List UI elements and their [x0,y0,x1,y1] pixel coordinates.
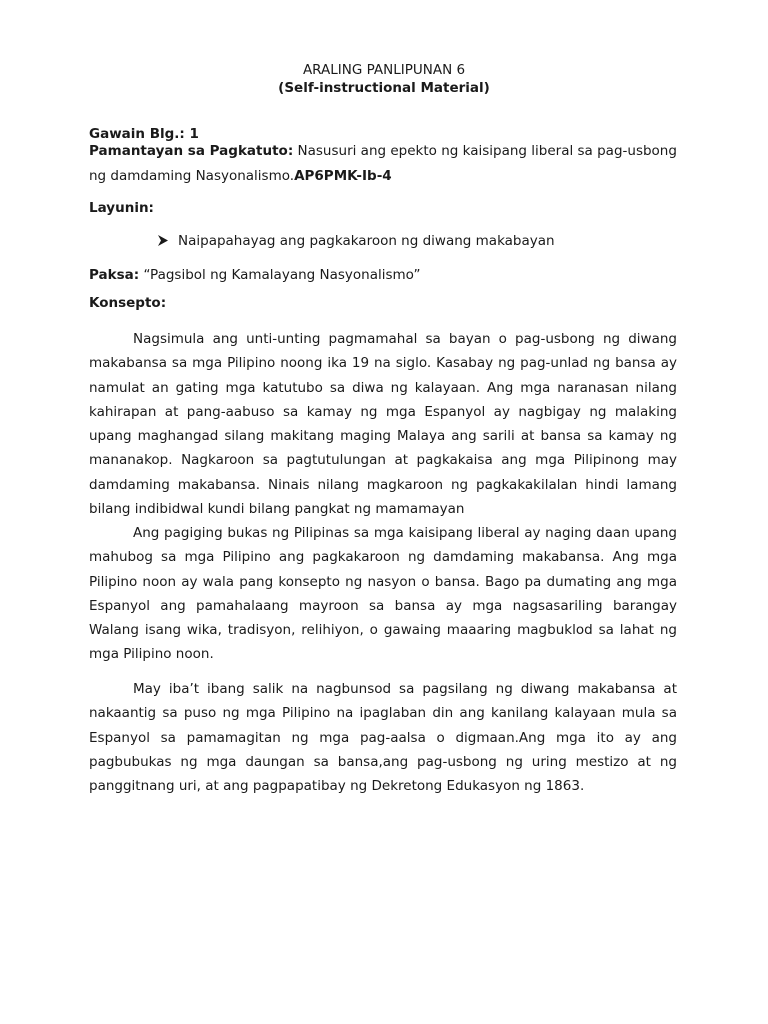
paragraph-line: Ang pagiging bukas ng Pilipinas sa mga kaisipang liberal ay naging daan upang [133,525,677,541]
paragraph-line: mananakop. Nagkaroon sa pagtutulungan at pagkakaisa ang mga Pilipinong may [89,452,677,469]
paksa-line [89,265,420,285]
paragraph-line: bilang indibidwal kundi bilang pangkat ng mamamayan [89,501,465,518]
konsepto-label: Konsepto: [89,295,167,311]
konsepto-paragraph-1 [89,327,677,521]
paksa-label: Paksa: [89,267,140,283]
konsepto-paragraph-3 [89,677,677,798]
paragraph-line: Espanyol sa pamamagitan ng mga pag-aalsa o digmaan.Ang mga ito ay ang [89,729,677,746]
paragraph-line: panggitnang uri, at ang pagpapatibay ng Dekretong Edukasyon ng 1863. [89,778,585,795]
pamantayan-label: Pamantayan sa Pagkatuto: [89,143,294,159]
paragraph-line: damdaming makabansa. Ninais nilang magkaroon ng pagkakakilalan hindi lamang [89,476,677,493]
layunin-label: Layunin: [89,200,154,216]
paragraph-line: Pilipino noon ay wala pang konsepto ng nasyon o bansa. Bago pa dumating ang mga [89,573,677,590]
document-subtitle: (Self-instructional Material) [278,80,490,96]
paragraph-line: kahirapan at pang-aabuso sa kamay ng mga Espanyol ay nagbigay ng malaking [89,403,677,420]
pamantayan-text-1: Nasusuri ang epekto ng kaisipang liberal sa pag-usbong [293,143,677,159]
paragraph-line: namulat an gating mga katutubo sa diwa ng kalayaan. Ang mga naranasan nilang [89,379,677,396]
pamantayan-code: AP6PMK-Ib-4 [294,168,392,184]
paragraph-line: mahubog sa mga Pilipino ang pagkakaroon ng damdaming makabansa. Ang mga [89,549,677,566]
gawain-label: Gawain Blg.: 1 [89,126,199,142]
paragraph-line: mga Pilipino noon. [89,646,214,663]
pamantayan-line-1 [89,141,677,161]
paragraph-line: Nagsimula ang unti-unting pagmamahal sa bayan o pag-usbong ng diwang [133,331,677,347]
paragraph-line: May iba’t ibang salik na nagbunsod sa pagsilang ng diwang makabansa at [133,681,677,697]
paragraph-line: nakaantig sa puso ng mga Pilipino na ipaglaban din ang kanilang kalayaan mula sa [89,705,677,722]
arrowhead-bullet-icon [158,231,178,251]
paragraph-line: pagbubukas ng mga daungan sa bansa,ang pag-usbong ng uring mestizo at ng [89,753,677,770]
layunin-bullet-item [158,231,555,251]
layunin-bullet-text: Naipapahayag ang pagkakaroon ng diwang makabayan [178,233,555,249]
paksa-text: “Pagsibol ng Kamalayang Nasyonalismo” [139,267,421,283]
paragraph-line: Walang isang wika, tradisyon, relihiyon, o gawaing maaaring magbuklod sa lahat ng [89,622,677,639]
paragraph-line: makabansa sa mga Pilipino noong ika 19 na siglo. Kasabay ng pag-unlad ng bansa ay [89,355,677,372]
pamantayan-line-2 [89,166,392,186]
paragraph-line: Espanyol ang pamahalaang mayroon sa bansa ay mga nagsasariling barangay [89,597,677,614]
paragraph-line: upang maghangad silang makitang maging Malaya ang sarili at bansa sa kamay ng [89,428,677,445]
document-title: ARALING PANLIPUNAN 6 [302,62,466,78]
konsepto-paragraph-2 [89,521,677,667]
pamantayan-text-2: ng damdaming Nasyonalismo. [89,168,295,184]
